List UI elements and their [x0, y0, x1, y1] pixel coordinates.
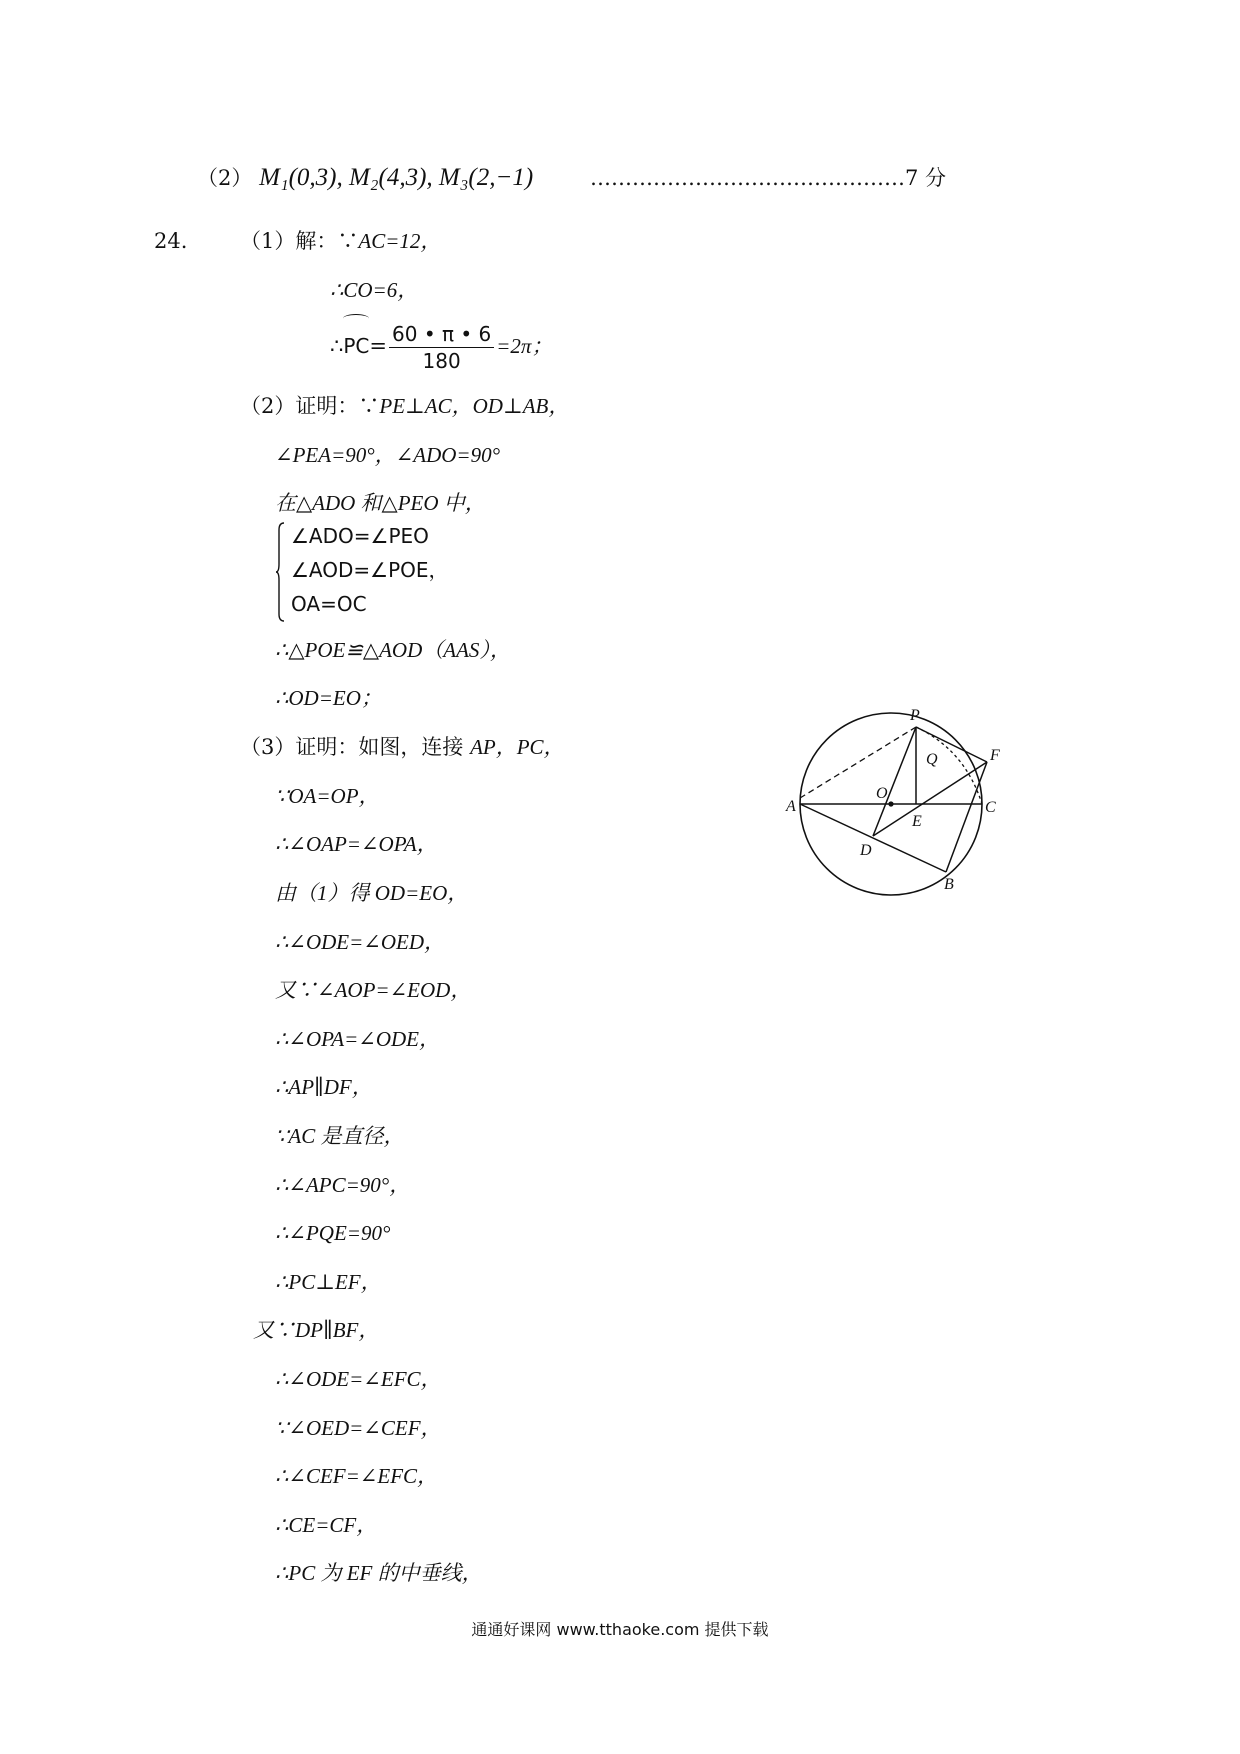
coordinates-math: M₁(0,3), M₂(4,3), M₃(2,−1) — [259, 164, 534, 191]
segment-pd — [873, 727, 916, 836]
proof-line: ∴∠OAP=∠OPA， — [275, 832, 438, 856]
proof-line: ∴∠ODE=∠OED， — [275, 930, 446, 954]
proof-line: 又∵DP∥BF， — [253, 1318, 380, 1342]
label-q: Q — [926, 751, 938, 768]
part2-line4: ∴△POE≌△AOD（AAS）， — [275, 638, 511, 662]
left-brace-icon — [275, 522, 285, 622]
score: 7 分 — [905, 166, 947, 190]
label-f: F — [990, 747, 1000, 764]
part2-line3: 在△ADO 和△PEO 中， — [275, 491, 486, 515]
part1-line1: （1）解：∵AC=12， — [240, 229, 442, 253]
dot-leader: ……………………………………… — [590, 166, 905, 190]
proof-line: ∴AP∥DF， — [275, 1075, 373, 1099]
label-p: P — [910, 707, 920, 724]
part2-line5: ∴OD=EO； — [275, 686, 382, 710]
proof-line: ∴PC 为 EF 的中垂线， — [275, 1561, 483, 1585]
part1-line2: ∴CO=6， — [330, 278, 419, 302]
geometry-figure — [760, 690, 1030, 910]
question-number: 24. — [154, 229, 188, 253]
label-c: C — [985, 799, 996, 816]
proof-line: ∵∠OED=∠CEF， — [275, 1416, 442, 1440]
proof-line: ∴∠PQE=90° — [275, 1221, 391, 1245]
part2-line1: （2）证明：∵PE⊥AC，OD⊥AB， — [240, 394, 570, 418]
segment-ap-dashed — [800, 727, 916, 798]
system-row: ∠ADO=∠PEO — [291, 524, 429, 548]
score-leader — [590, 164, 946, 192]
part3-line1: （3）证明：如图，连接 AP，PC， — [240, 735, 565, 759]
part-label: （2） — [197, 166, 253, 190]
proof-line: 又∵∠AOP=∠EOD， — [275, 978, 472, 1002]
label-a: A — [786, 798, 796, 815]
system-row: ∠AOD=∠POE， — [291, 558, 449, 582]
part1-arc-formula: ∴PC= $\frac{60 • \pi • 6}{180}$ =2π； — [330, 318, 552, 374]
segment-df — [873, 762, 987, 836]
proof-line: ∴PC⊥EF， — [275, 1270, 382, 1294]
center-point — [888, 801, 893, 806]
page-footer: 通通好课网 www.tthaoke.com 提供下载 — [471, 1620, 769, 1639]
proof-line: 由（1）得 OD=EO， — [275, 881, 469, 905]
proof-line: ∴∠ODE=∠EFC， — [275, 1367, 442, 1391]
arc-pc: PC — [343, 318, 369, 374]
label-b: B — [944, 876, 954, 893]
segment-ab — [800, 804, 946, 872]
label-o: O — [876, 785, 888, 802]
proof-line: ∴∠CEF=∠EFC， — [275, 1464, 439, 1488]
label-d: D — [860, 842, 872, 859]
label-e: E — [912, 813, 922, 830]
proof-line: ∵AC 是直径， — [275, 1124, 405, 1148]
proof-line: ∴CE=CF， — [275, 1513, 378, 1537]
system-row: OA=OC — [291, 592, 367, 616]
proof-line: ∴∠OPA=∠ODE， — [275, 1027, 440, 1051]
proof-line: ∴∠APC=90°， — [275, 1173, 411, 1197]
prev-answer-line — [197, 164, 533, 192]
fraction: $\frac{60 • \pi • 6}{180}$ — [389, 321, 494, 374]
proof-line: ∵OA=OP， — [275, 784, 380, 808]
part2-line2: ∠PEA=90°，∠ADO=90° — [275, 443, 500, 467]
